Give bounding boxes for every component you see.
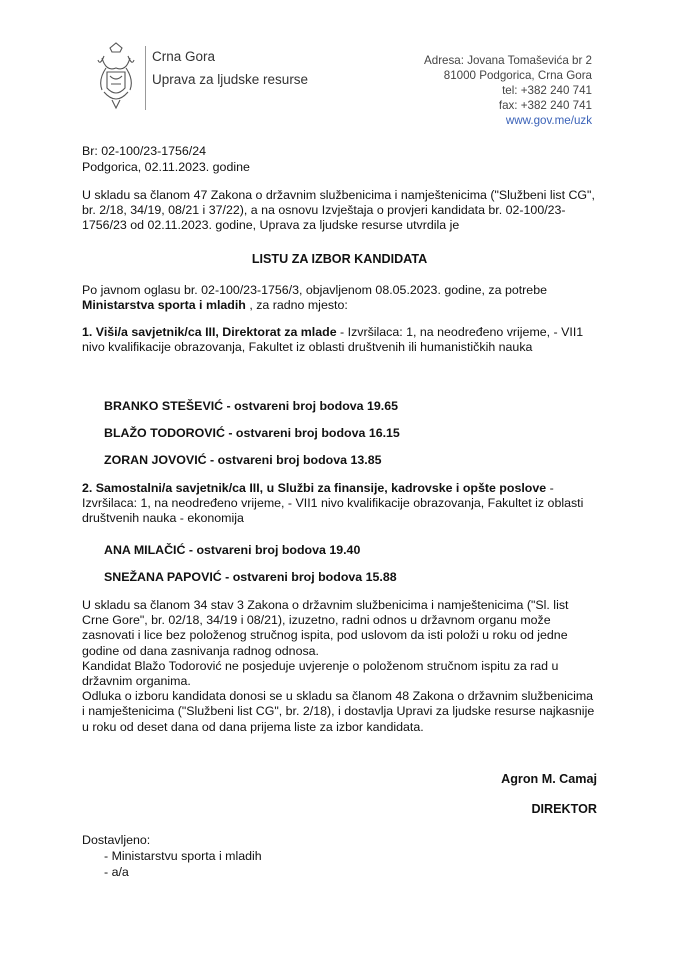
signatory-title: DIREKTOR (531, 802, 597, 816)
position-2-details: Izvršilaca: 1, na neodređeno vrijeme, - VII1 nivo kvalifikacije obrazovanja, Fakultet iz oblasti (82, 496, 584, 511)
ad-tail: , za radno mjesto: (245, 298, 348, 313)
org-country: Crna Gora (152, 49, 216, 64)
closing-line: Odluka o izboru kandidata donosi se u skladu sa članom 48 Zakona o državnim službenicima (82, 689, 594, 704)
closing-line: zasnovati i lice bez položenog stručnog ispita, pod uslovom da isti položi u roku od jedne (82, 628, 568, 643)
closing-line: Crne Gore", br. 02/18, 34/19 i 08/21), izuzetno, radni odnos u državnom organu može (82, 613, 551, 628)
closing-line: U skladu sa članom 34 stav 3 Zakona o državnim službenicima i namještenicima ("Sl. list (82, 598, 569, 612)
closing-line: državnim organima. (82, 674, 191, 689)
position-2-dash: - (546, 481, 554, 495)
header-divider (145, 46, 146, 110)
ad-paragraph (82, 283, 602, 313)
address-line: Adresa: Jovana Tomaševića br 2 (424, 54, 592, 67)
position-1-qualification: nivo kvalifikacije obrazovanja, Fakultet iz oblasti društvenih ili humanističkih nauka (82, 340, 533, 355)
address-block (424, 53, 592, 128)
position-1-details: - Izvršilaca: 1, na neodređeno vrijeme, - VII1 (336, 325, 584, 339)
closing-line: Kandidat Blažo Todorović ne posjeduje uvjerenje o položenom stručnom ispitu za rad u (82, 658, 559, 673)
delivered-item: - Ministarstvu sporta i mladih (104, 849, 262, 863)
delivered-item: - a/a (104, 865, 129, 879)
closing-line: i namještenicima ("Službeni list CG", br. 2/18), i dostavlja Upravi za ljudske resurse najkasnije (82, 704, 595, 719)
ministry-name: Ministarstva sporta i mladih (82, 298, 246, 313)
position-1 (82, 325, 602, 355)
document-title: LISTU ZA IZBOR KANDIDATA (251, 252, 428, 266)
signatory-name: Agron M. Camaj (501, 772, 597, 786)
reference-number: Br: 02-100/23-1756/24 (82, 144, 206, 158)
closing-line: u roku od deset dana od dana prijema liste za izbor kandidata. (82, 719, 424, 734)
ad-line: Po javnom oglasu br. 02-100/23-1756/3, objavljenom 08.05.2023. godine, za potrebe (82, 283, 547, 297)
place-date: Podgorica, 02.11.2023. godine (82, 160, 250, 174)
website-link[interactable]: www.gov.me/uzk (505, 114, 592, 127)
intro-paragraph (82, 188, 602, 234)
fax-line: fax: +382 240 741 (498, 99, 592, 112)
phone-line: tel: +382 240 741 (502, 84, 592, 97)
position-2 (82, 481, 602, 527)
position-2-title: 2. Samostalni/a savjetnik/ca III, u Službi za finansije, kadrovske i opšte poslove (82, 481, 547, 495)
closing-paragraph (82, 598, 602, 735)
delivered-label: Dostavljeno: (82, 833, 151, 847)
intro-line: U skladu sa članom 47 Zakona o državnim službenicima i namještenicima ("Službeni list CG", (82, 188, 595, 202)
candidate-entry: BRANKO STEŠEVIĆ - ostvareni broj bodova 19.65 (104, 399, 398, 413)
candidate-entry: ANA MILAČIĆ - ostvareni broj bodova 19.40 (104, 543, 361, 557)
intro-line: br. 2/18, 34/19, 08/21 i 37/22), a na osnovu Izvještaja o provjeri kandidata br. 02-100/23- (82, 203, 566, 218)
address-line: 81000 Podgorica, Crna Gora (443, 69, 592, 82)
candidate-entry: BLAŽO TODOROVIĆ - ostvareni broj bodova 16.15 (104, 426, 400, 440)
coat-of-arms-icon (92, 42, 140, 110)
position-1-title: 1. Viši/a savjetnik/ca III, Direktorat za mlade (82, 325, 337, 339)
coat-of-arms-logo (92, 42, 140, 110)
intro-line: 1756/23 od 02.11.2023. godine, Uprava za ljudske resurse utvrdila je (82, 218, 460, 233)
org-name: Uprava za ljudske resurse (152, 72, 309, 87)
candidate-entry: ZORAN JOVOVIĆ - ostvareni broj bodova 13.85 (104, 453, 382, 467)
candidate-entry: SNEŽANA PAPOVIĆ - ostvareni broj bodova 15.88 (104, 570, 397, 584)
position-2-field: društvenih nauka - ekonomija (82, 511, 244, 526)
closing-line: godine od dana zasnivanja radnog odnosa. (82, 643, 319, 658)
